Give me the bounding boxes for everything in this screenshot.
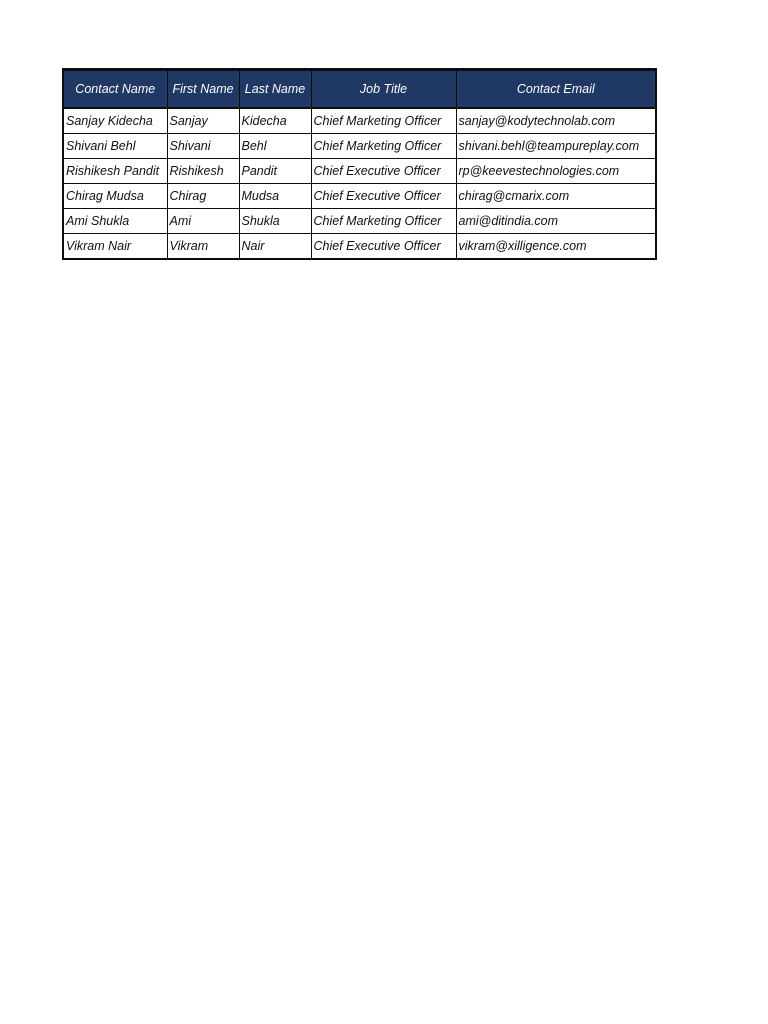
header-contact-email: Contact Email <box>456 70 656 109</box>
cell-contact-name: Chirag Mudsa <box>63 184 167 209</box>
cell-last-name: Kidecha <box>239 108 311 134</box>
cell-contact-email: vikram@xilligence.com <box>456 234 656 260</box>
cell-contact-email: ami@ditindia.com <box>456 209 656 234</box>
cell-job-title: Chief Marketing Officer <box>311 209 456 234</box>
cell-job-title: Chief Marketing Officer <box>311 134 456 159</box>
contact-sheet <box>62 68 655 260</box>
cell-first-name: Chirag <box>167 184 239 209</box>
table-row <box>63 108 656 134</box>
cell-first-name: Sanjay <box>167 108 239 134</box>
cell-job-title: Chief Marketing Officer <box>311 108 456 134</box>
cell-contact-name: Ami Shukla <box>63 209 167 234</box>
cell-contact-email: sanjay@kodytechnolab.com <box>456 108 656 134</box>
header-first-name: First Name <box>167 70 239 109</box>
cell-job-title: Chief Executive Officer <box>311 184 456 209</box>
contacts-table <box>62 68 657 260</box>
cell-last-name: Behl <box>239 134 311 159</box>
table-row <box>63 209 656 234</box>
cell-contact-email: rp@keevestechnologies.com <box>456 159 656 184</box>
table-row <box>63 234 656 260</box>
cell-last-name: Shukla <box>239 209 311 234</box>
cell-last-name: Mudsa <box>239 184 311 209</box>
cell-contact-name: Rishikesh Pandit <box>63 159 167 184</box>
table-row <box>63 184 656 209</box>
header-contact-name: Contact Name <box>63 70 167 109</box>
cell-last-name: Nair <box>239 234 311 260</box>
header-last-name: Last Name <box>239 70 311 109</box>
cell-job-title: Chief Executive Officer <box>311 159 456 184</box>
cell-contact-name: Sanjay Kidecha <box>63 108 167 134</box>
cell-contact-email: shivani.behl@teampureplay.com <box>456 134 656 159</box>
header-row <box>63 70 656 109</box>
cell-first-name: Shivani <box>167 134 239 159</box>
cell-first-name: Vikram <box>167 234 239 260</box>
header-job-title: Job Title <box>311 70 456 109</box>
cell-first-name: Ami <box>167 209 239 234</box>
cell-last-name: Pandit <box>239 159 311 184</box>
cell-first-name: Rishikesh <box>167 159 239 184</box>
cell-contact-name: Vikram Nair <box>63 234 167 260</box>
table-row <box>63 134 656 159</box>
cell-job-title: Chief Executive Officer <box>311 234 456 260</box>
table-row <box>63 159 656 184</box>
cell-contact-email: chirag@cmarix.com <box>456 184 656 209</box>
cell-contact-name: Shivani Behl <box>63 134 167 159</box>
